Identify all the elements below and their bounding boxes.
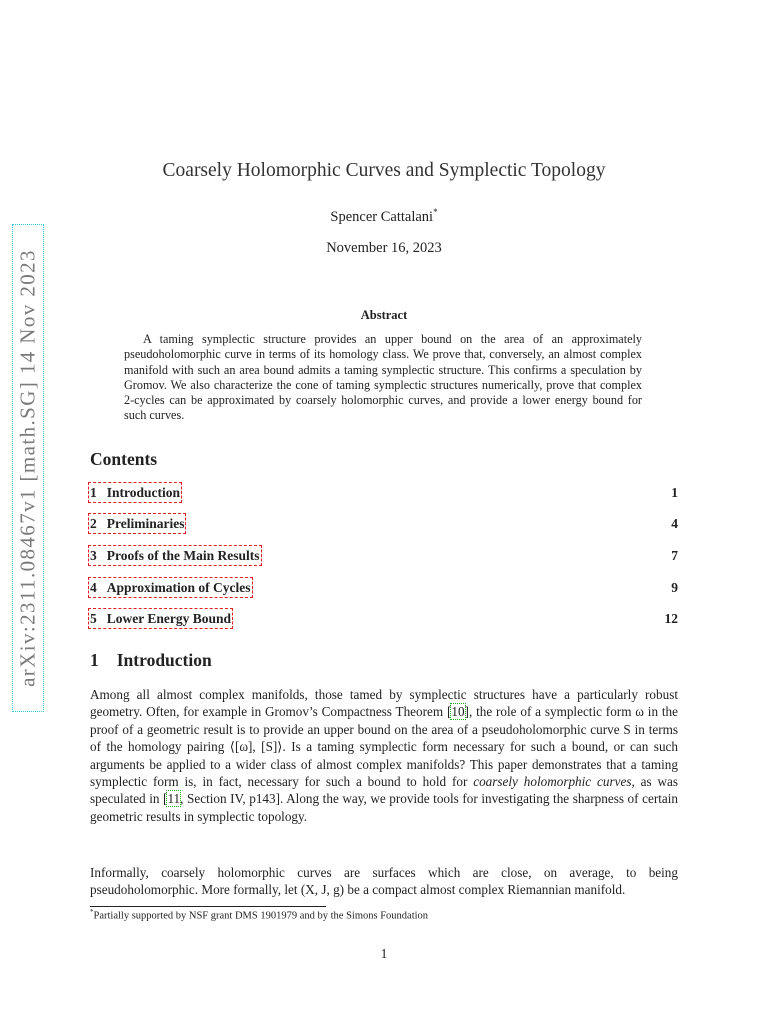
intro-paragraph-2: Informally, coarsely holomorphic curves are surfaces which are close, on average, to being pseudoholomorphic. More formally, let (X, J, g) be a compact almost complex Riemannian manifold.: [90, 865, 678, 898]
contents-heading: Contents: [90, 449, 158, 469]
paper-title: Coarsely Holomorphic Curves and Symplectic Topology: [162, 160, 606, 181]
toc-link[interactable]: [90, 579, 251, 596]
toc-entry-proofs: [90, 547, 678, 567]
paper-date: November 16, 2023: [326, 240, 442, 256]
toc-title: Preliminaries: [106, 516, 185, 531]
author-name: [0, 207, 768, 226]
toc-page: 12: [664, 611, 678, 626]
footnote-text: Partially supported by NSF grant DMS 1901979 and by the Simons Foundation: [93, 910, 429, 922]
toc-number: 4: [90, 580, 97, 595]
citation-link[interactable]: 11: [167, 791, 181, 807]
toc-page: 4: [671, 516, 678, 531]
toc-link[interactable]: [90, 515, 184, 532]
toc-number: 2: [90, 516, 97, 531]
section-heading-introduction: [90, 650, 212, 671]
toc-link[interactable]: [90, 547, 260, 564]
toc-page: 9: [671, 580, 678, 595]
author-text: Spencer Cattalani: [330, 208, 434, 225]
intro-text: , Section IV, p143]. Along the way, we provide tools for investigating the sharpness of certain geometric results in symplectic topology.: [90, 791, 678, 824]
toc-title: Approximation of Cycles: [106, 580, 251, 595]
section-number: 1: [90, 650, 99, 670]
intro-text: ], the role of a symplectic form ω in the proof of a geometric result is to provide an upper bound on the area of a pseudoholomorphic curve S in terms of the homology pairing ⟨[ω], [S]⟩. Is a taming symplectic form necessary for such a bound, or can such arguments be applied to a wider class of almost complex manifolds? This paper demonstrates that a taming symplectic form is, in fact, necessary for such a bound to hold for: [90, 704, 678, 790]
toc-entry-lower-energy: [90, 610, 678, 630]
page-number: 1: [380, 946, 388, 961]
toc-page: 7: [671, 548, 678, 563]
toc-title: Proofs of the Main Results: [106, 548, 260, 563]
toc-number: 3: [90, 548, 97, 563]
footnote-divider: [90, 906, 326, 907]
footnote-mark: *: [90, 908, 94, 916]
abstract-text: A taming symplectic structure provides an upper bound on the area of an approximately pseudoholomorphic curve in terms of its homology class. We prove that, conversely, an almost complex manifold with such an area bound admits a taming symplectic structure. This confirms a speculation by Gromov. We also characterize the cone of taming symplectic structures numerically, prove that complex 2-cycles can be approximated by coarsely holomorphic curves, and provide a lower energy bound for such curves.: [124, 332, 642, 423]
emphasis-text: coarsely holomorphic curves: [473, 774, 632, 790]
toc-link[interactable]: [90, 484, 180, 501]
toc-number: 1: [90, 485, 97, 500]
toc-title: Lower Energy Bound: [106, 611, 232, 626]
citation-link[interactable]: 10: [451, 704, 465, 720]
intro-text: Among all almost complex manifolds, those tamed by symplectic structures have a particularly robust geometry. Often, for example in Gromov’s Compactness Theorem [: [90, 687, 678, 720]
toc-entry-introduction: [90, 484, 678, 504]
arxiv-identifier[interactable]: arXiv:2311.08467v1 [math.SG] 14 Nov 2023: [15, 249, 40, 687]
toc-number: 5: [90, 611, 97, 626]
toc-link[interactable]: [90, 610, 231, 627]
abstract-heading: Abstract: [360, 308, 408, 322]
author-footnote-mark[interactable]: *: [433, 207, 438, 217]
toc-title: Introduction: [106, 485, 181, 500]
toc-page: 1: [671, 485, 678, 500]
footnote: [90, 908, 428, 922]
toc-entry-approximation: [90, 579, 678, 599]
intro-paragraph-1: [90, 686, 678, 825]
section-title: Introduction: [116, 650, 212, 670]
toc-entry-preliminaries: [90, 515, 678, 535]
intro-text: , as was speculated in [: [90, 774, 679, 807]
